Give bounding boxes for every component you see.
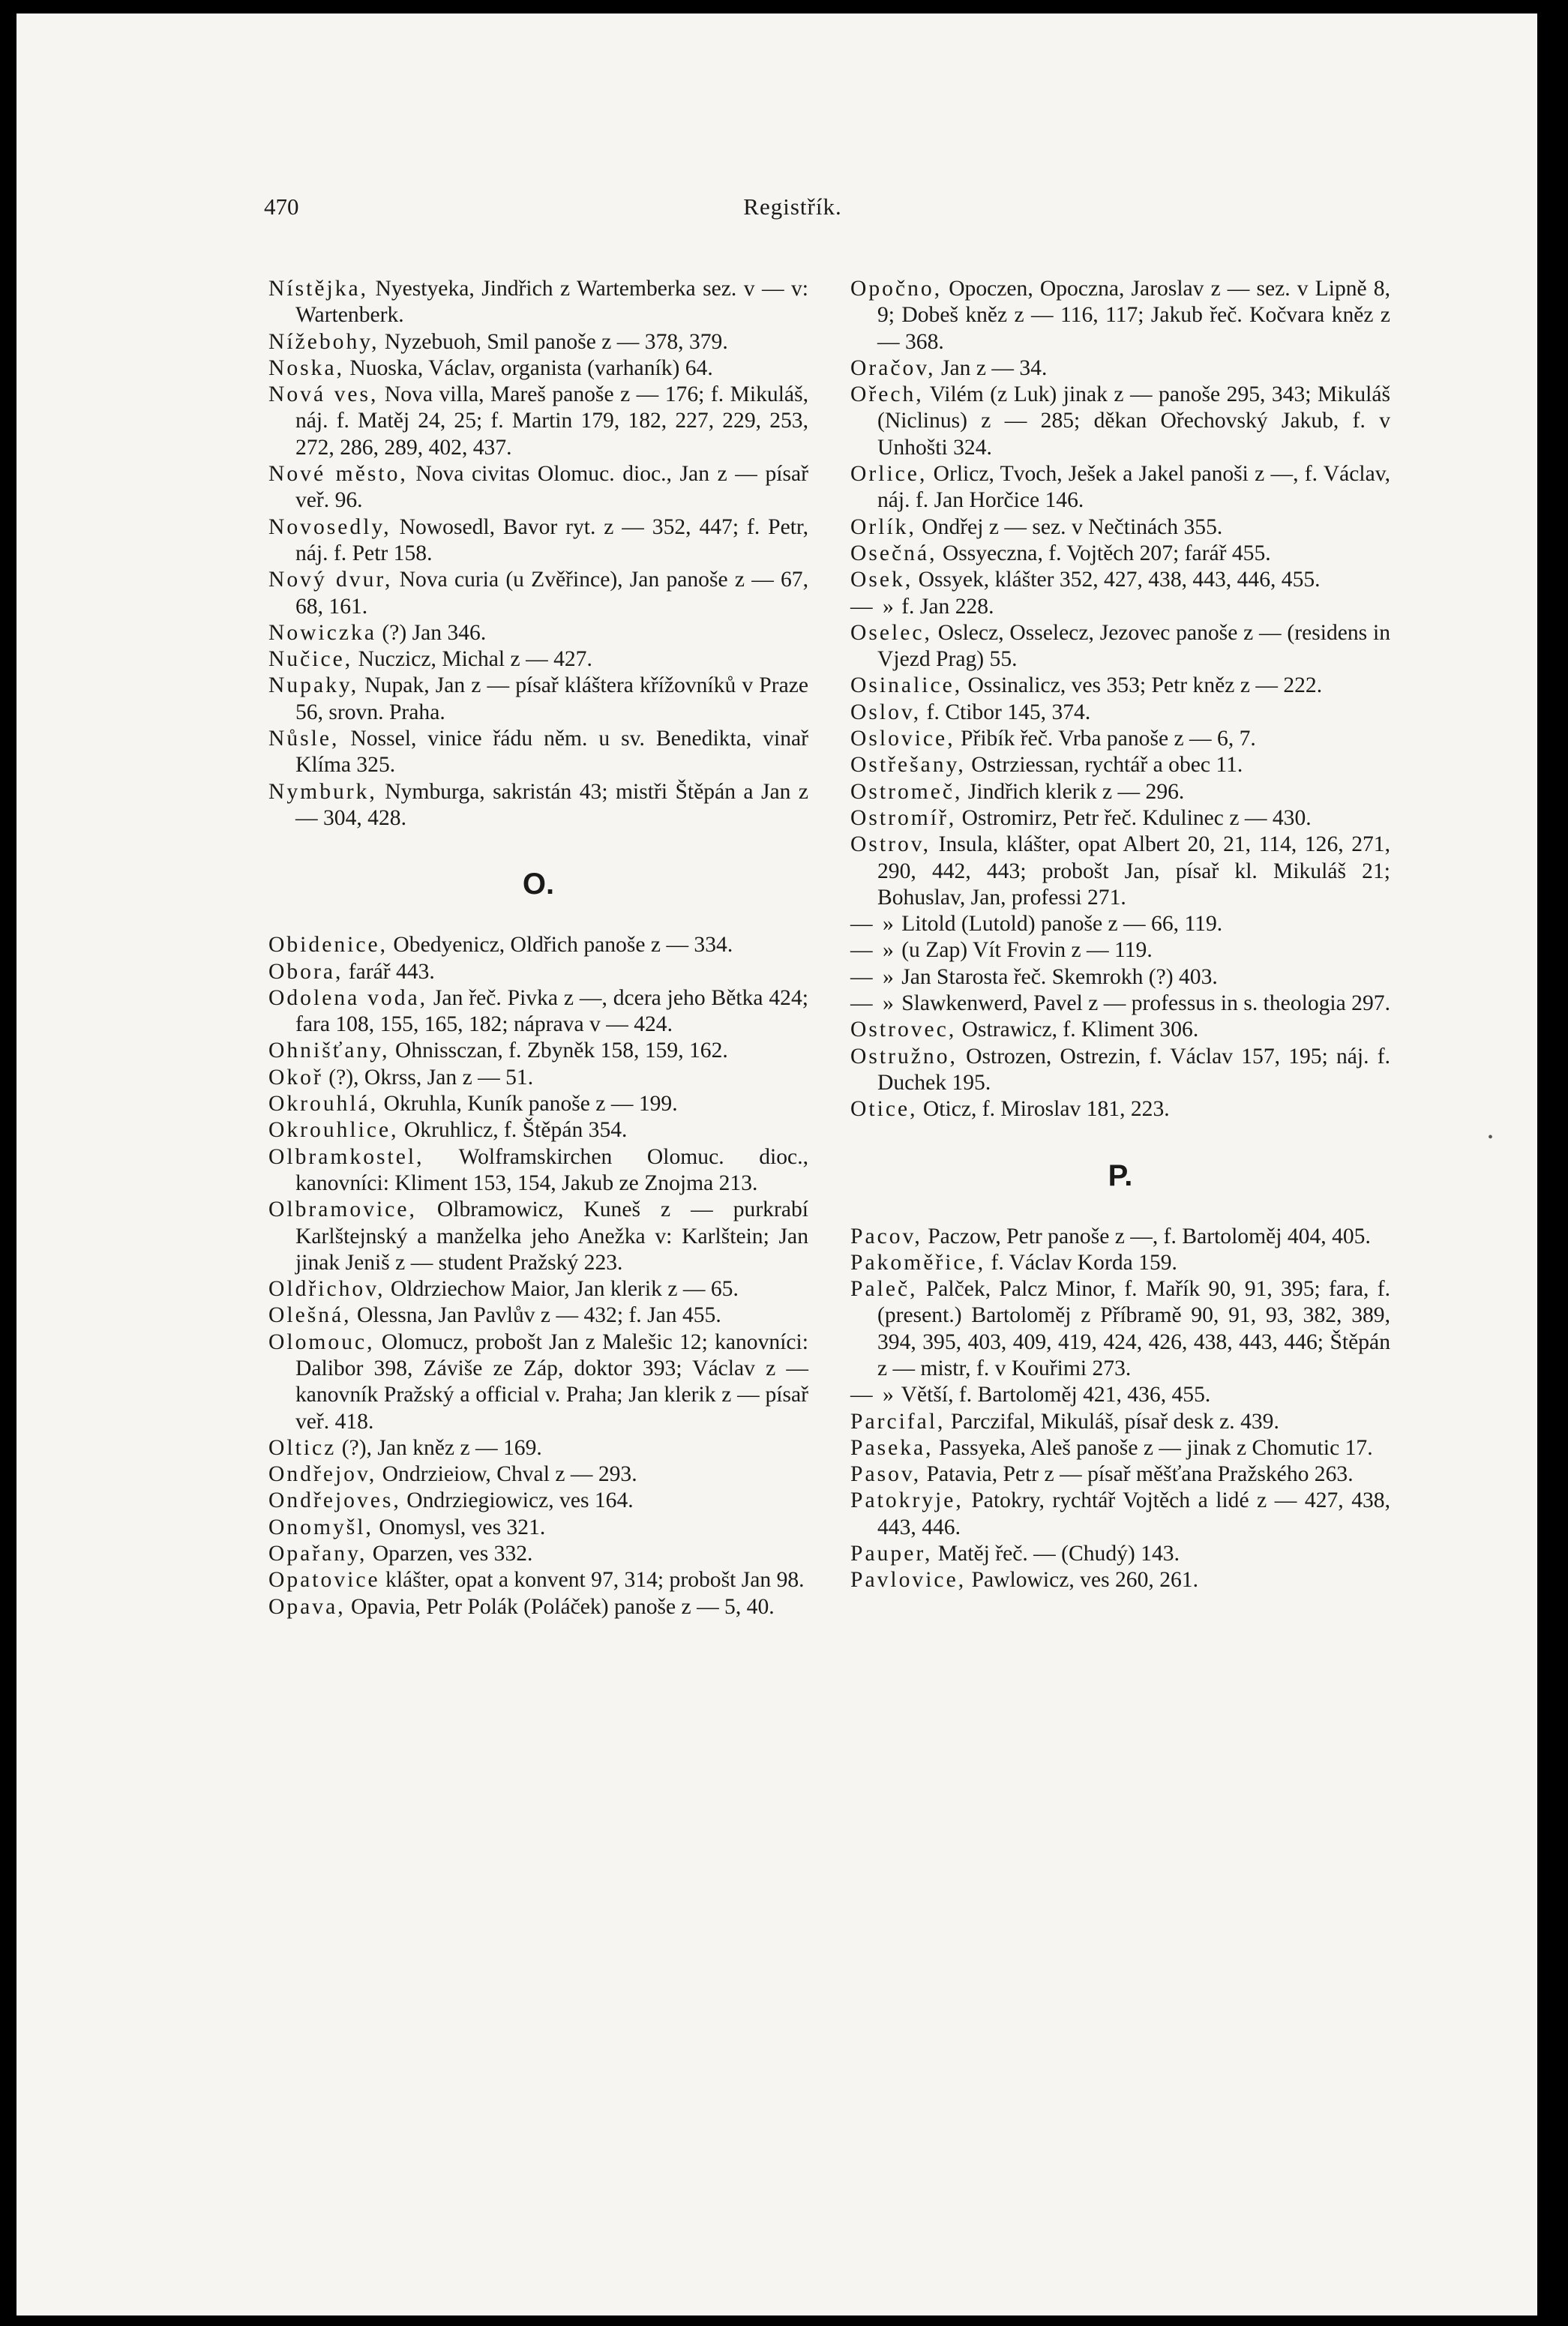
- entry-headword: Opařany,: [268, 1542, 367, 1566]
- margin-mark: •: [1488, 1129, 1494, 1146]
- entry-headword: Opatovice: [268, 1568, 380, 1593]
- entry-text: Ondrziegiowicz, ves 164.: [400, 1488, 634, 1513]
- entry-headword: Ostružno,: [850, 1044, 958, 1069]
- left-entries-o: [268, 932, 808, 1620]
- entry-headword: Paleč,: [850, 1277, 918, 1302]
- index-entry: [268, 1276, 808, 1302]
- left-column: [268, 276, 808, 1620]
- entry-headword: Nůsle,: [268, 727, 340, 751]
- entry-text: Okruhla, Kuník panoše z — 199.: [378, 1092, 678, 1117]
- entry-text: (u Zap) Vít Frovin z — 119.: [895, 938, 1153, 963]
- entry-text: f. Václav Korda 159.: [985, 1250, 1177, 1275]
- index-entry: [850, 567, 1390, 593]
- entry-headword: Odolena voda,: [268, 985, 428, 1010]
- index-entry: [850, 1096, 1390, 1123]
- entry-text: Nova curia (u Zvěřince), Jan panoše z — 67, 68, 161.: [295, 568, 808, 619]
- entry-headword: Pakoměřice,: [850, 1250, 986, 1275]
- entry-text: Jan z — 34.: [935, 355, 1048, 380]
- document-page: [16, 13, 1537, 2316]
- entry-text: Patavia, Petr z — písař měšťana Pražského 263.: [921, 1462, 1354, 1487]
- index-entry: [268, 726, 808, 779]
- entry-headword: Otice,: [850, 1097, 918, 1122]
- entry-headword: Obora,: [268, 959, 343, 984]
- entry-text: Oticz, f. Miroslav 181, 223.: [917, 1097, 1170, 1122]
- entry-text: Okruhlicz, f. Štěpán 354.: [398, 1118, 628, 1143]
- entry-headword: Obidenice,: [268, 933, 388, 958]
- entry-headword: Nové město,: [268, 462, 408, 487]
- index-entry: [268, 461, 808, 514]
- index-entry: [268, 1488, 808, 1514]
- entry-text: Ossinalicz, ves 353; Petr kněz z — 222.: [962, 673, 1323, 698]
- entry-text: Oldrziechow Maior, Jan klerik z — 65.: [385, 1277, 739, 1302]
- page-number: 470: [264, 193, 299, 220]
- entry-headword: Oldřichov,: [268, 1277, 385, 1302]
- entry-text: Olbramowicz, Kuneš z — purkrabí Karlštejnský a manželka jeho Anežka v: Karlštein; Jan jinak Jeniš z — student Pražský 223.: [295, 1197, 808, 1275]
- entry-headword: Ondřejoves,: [268, 1488, 401, 1513]
- index-entry: [850, 805, 1390, 832]
- entry-headword: Okrouhlá,: [268, 1092, 379, 1117]
- index-entry: [850, 1044, 1390, 1097]
- entry-text: Nuczicz, Michal z — 427.: [352, 647, 592, 672]
- entry-headword: — »: [850, 912, 896, 937]
- index-entry: [850, 911, 1390, 937]
- index-entry: [850, 1567, 1390, 1593]
- entry-text: Oslecz, Osselecz, Jezovec panoše z — (residens in Vjezd Prag) 55.: [877, 620, 1390, 672]
- entry-text: Jindřich klerik z — 296.: [962, 779, 1185, 804]
- entry-headword: — »: [850, 1383, 896, 1407]
- entry-text: Paczow, Petr panoše z —, f. Bartoloměj 404, 405.: [922, 1224, 1371, 1248]
- index-entry: [268, 1144, 808, 1197]
- entry-headword: Pauper,: [850, 1542, 933, 1566]
- entry-text: Ostromirz, Petr řeč. Kdulinec z — 430.: [956, 805, 1312, 830]
- entry-headword: Parcifal,: [850, 1409, 946, 1434]
- entry-headword: Okrouhlice,: [268, 1118, 399, 1143]
- entry-text: Jan řeč. Pivka z —, dcera jeho Bětka 424; fara 108, 155, 165, 182; náprava v — 424.: [295, 985, 808, 1037]
- index-entry: [268, 779, 808, 832]
- entry-text: Onomysl, ves 321.: [373, 1515, 546, 1539]
- entry-text: Nossel, vinice řádu něm. u sv. Benedikta, vinař Klíma 325.: [295, 727, 808, 778]
- index-entry: [850, 937, 1390, 964]
- right-entries-o: [850, 276, 1390, 1123]
- entry-text: f. Ctibor 145, 374.: [921, 700, 1091, 724]
- entry-text: Ossyeczna, f. Vojtěch 207; farář 455.: [937, 541, 1271, 565]
- index-entry: [268, 985, 808, 1039]
- entry-text: Nyestyeka, Jindřich z Wartemberka sez. v — v: Wartenberk.: [295, 277, 808, 328]
- entry-text: Nova villa, Mareš panoše z — 176; f. Mikuláš, náj. f. Matěj 24, 25; f. Martin 179, 182, 227, 229, 253, 272, 286, 289, 402, 437.: [295, 382, 808, 460]
- entry-text: Nupak, Jan z — písař kláštera křížovníků v Praze 56, srovn. Praha.: [295, 673, 808, 724]
- entry-headword: Oslovice,: [850, 727, 955, 751]
- index-entry: [268, 1038, 808, 1064]
- index-entry: [850, 1488, 1390, 1541]
- index-entry: [268, 1091, 808, 1117]
- entry-headword: Opava,: [268, 1594, 346, 1619]
- entry-headword: Onomyšl,: [268, 1515, 373, 1539]
- entry-text: Litold (Lutold) panoše z — 66, 119.: [895, 912, 1223, 937]
- index-entry: [268, 1065, 808, 1091]
- entry-text: Wolframskirchen Olomuc. dioc., kanovníci: Kliment 153, 154, Jakub ze Znojma 213.: [295, 1144, 808, 1195]
- entry-headword: Ostromíř,: [850, 805, 957, 830]
- entry-headword: Nístějka,: [268, 277, 369, 301]
- index-entry: [850, 673, 1390, 699]
- entry-text: (?) Jan 346.: [376, 620, 487, 645]
- index-entry: [268, 646, 808, 673]
- index-entry: [850, 1224, 1390, 1250]
- index-entry: [850, 1382, 1390, 1408]
- entry-headword: Pavlovice,: [850, 1568, 967, 1593]
- index-entry: [268, 329, 808, 355]
- entry-headword: Ořech,: [850, 382, 924, 407]
- entry-headword: Pacov,: [850, 1224, 922, 1248]
- entry-headword: Paseka,: [850, 1435, 934, 1460]
- entry-text: Ostrawicz, f. Kliment 306.: [956, 1018, 1199, 1042]
- index-entry: [268, 1117, 808, 1144]
- index-entry: [268, 673, 808, 726]
- entry-headword: Olešná,: [268, 1303, 352, 1328]
- entry-text: (?), Jan kněz z — 169.: [336, 1435, 542, 1460]
- entry-text: Přibík řeč. Vrba panoše z — 6, 7.: [955, 727, 1256, 751]
- index-entry: [268, 1594, 808, 1620]
- entry-text: Ohnissczan, f. Zbyněk 158, 159, 162.: [389, 1039, 728, 1063]
- index-entry: [268, 1567, 808, 1593]
- index-entry: [850, 726, 1390, 752]
- index-entry: [850, 991, 1390, 1017]
- entry-text: Matěj řeč. — (Chudý) 143.: [932, 1542, 1180, 1566]
- index-entry: [850, 752, 1390, 778]
- entry-text: Větší, f. Bartoloměj 421, 436, 455.: [895, 1383, 1211, 1407]
- entry-text: (?), Okrss, Jan z — 51.: [322, 1065, 534, 1090]
- entry-headword: — »: [850, 594, 896, 619]
- entry-headword: Osinalice,: [850, 673, 963, 698]
- index-entry: [268, 1541, 808, 1567]
- entry-text: Nova civitas Olomuc. dioc., Jan z — písař veř. 96.: [295, 462, 808, 513]
- page-title: Registřík.: [743, 193, 842, 220]
- index-entry: [850, 832, 1390, 911]
- index-entry: [850, 1435, 1390, 1461]
- entry-headword: Nupaky,: [268, 673, 359, 698]
- entry-headword: Nová ves,: [268, 382, 379, 407]
- index-entry: [850, 541, 1390, 567]
- index-entry: [850, 700, 1390, 726]
- entry-headword: Opočno,: [850, 277, 943, 301]
- index-entry: [850, 779, 1390, 805]
- entry-headword: Ostřešany,: [850, 753, 966, 778]
- entry-text: Insula, klášter, opat Albert 20, 21, 114, 126, 271, 290, 442, 443; probošt Jan, písař kl. Mikuláš 21; Bohuslav, Jan, professi 271.: [877, 832, 1390, 910]
- entry-headword: — »: [850, 938, 896, 963]
- index-entry: [268, 1461, 808, 1488]
- index-entry: [850, 355, 1390, 382]
- entry-headword: Nowiczka: [268, 620, 376, 645]
- entry-text: Nymburga, sakristán 43; mistři Štěpán a Jan z — 304, 428.: [295, 779, 808, 830]
- entry-text: Ostrozen, Ostrezin, f. Václav 157, 195; náj. f. Duchek 195.: [877, 1044, 1390, 1095]
- entry-headword: Olomouc,: [268, 1329, 375, 1354]
- index-entry: [850, 964, 1390, 991]
- right-column: [850, 276, 1390, 1594]
- entry-text: Oparzen, ves 332.: [367, 1542, 533, 1566]
- entry-headword: Olticz: [268, 1435, 337, 1460]
- entry-text: Nyzebuoh, Smil panoše z — 378, 379.: [379, 329, 728, 354]
- entry-text: Palček, Palcz Minor, f. Mařík 90, 91, 395; fara, f. (present.) Bartoloměj z Příbramě 90, 91, 93, 382, 389, 394, 395, 403, 409, 419, 424, 426, 438, 443, 446; Štěpán z — mistr, f. v Kouřimi 273.: [877, 1277, 1390, 1380]
- index-entry: [268, 382, 808, 461]
- entry-text: Orlicz, Tvoch, Ješek a Jakel panoši z —, f. Václav, náj. f. Jan Horčice 146.: [877, 462, 1390, 513]
- index-entry: [850, 1461, 1390, 1488]
- entry-text: f. Jan 228.: [895, 594, 994, 619]
- index-entry: [268, 959, 808, 985]
- entry-headword: Oslov,: [850, 700, 922, 724]
- entry-headword: Okoř: [268, 1065, 323, 1090]
- index-entry: [268, 1329, 808, 1435]
- index-entry: [268, 620, 808, 646]
- entry-headword: Nučice,: [268, 647, 353, 672]
- index-entry: [268, 355, 808, 382]
- index-entry: [268, 1197, 808, 1276]
- index-entry: [850, 461, 1390, 514]
- entry-text: Slawkenwerd, Pavel z — professus in s. theologia 297.: [895, 991, 1390, 1016]
- entry-text: Olessna, Jan Pavlův z — 432; f. Jan 455.: [351, 1303, 721, 1328]
- entry-text: Olomucz, probošt Jan z Malešic 12; kanovníci: Dalibor 398, Záviše ze Záp, doktor 393; Václav z — kanovník Pražský a official v. Praha; Jan klerik z — písař veř. 418.: [295, 1329, 808, 1434]
- entry-headword: Olbramovice,: [268, 1197, 417, 1222]
- entry-headword: Oselec,: [850, 620, 932, 645]
- entry-headword: — »: [850, 991, 896, 1016]
- index-entry: [850, 1276, 1390, 1382]
- index-entry: [850, 1250, 1390, 1276]
- index-entry: [268, 276, 808, 329]
- entry-headword: Nový dvur,: [268, 568, 393, 592]
- entry-headword: Ondřejov,: [268, 1462, 377, 1487]
- right-entries-p: [850, 1224, 1390, 1594]
- entry-text: farář 443.: [343, 959, 435, 984]
- entry-text: Parczifal, Mikuláš, písař desk z. 439.: [945, 1409, 1279, 1434]
- section-letter-o: O.: [522, 868, 555, 901]
- index-entry: [850, 1541, 1390, 1567]
- entry-headword: Nymburk,: [268, 779, 377, 804]
- entry-headword: Osečná,: [850, 541, 937, 565]
- entry-headword: Patokryje,: [850, 1488, 964, 1513]
- entry-text: Jan Starosta řeč. Skemrokh (?) 403.: [895, 964, 1218, 989]
- index-entry: [850, 1409, 1390, 1435]
- index-entry: [850, 594, 1390, 620]
- index-entry: [850, 620, 1390, 673]
- index-entry: [268, 1302, 808, 1329]
- entry-headword: Orlík,: [850, 514, 916, 539]
- entry-text: Ondrzieiow, Chval z — 293.: [376, 1462, 637, 1487]
- entry-text: Obedyenicz, Oldřich panoše z — 334.: [388, 933, 733, 958]
- entry-headword: Oračov,: [850, 355, 936, 380]
- entry-headword: Ostrov,: [850, 832, 931, 857]
- entry-text: Nowosedl, Bavor ryt. z — 352, 447; f. Petr, náj. f. Petr 158.: [295, 514, 808, 565]
- entry-text: Pawlowicz, ves 260, 261.: [966, 1568, 1198, 1593]
- entry-headword: Ohnišťany,: [268, 1039, 390, 1063]
- entry-headword: Orlice,: [850, 462, 928, 487]
- entry-text: klášter, opat a konvent 97, 314; probošt Jan 98.: [379, 1568, 805, 1593]
- index-entry: [850, 1017, 1390, 1043]
- index-entry: [850, 382, 1390, 461]
- index-entry: [268, 567, 808, 620]
- index-entry: [268, 1435, 808, 1461]
- entry-text: Vilém (z Luk) jinak z — panoše 295, 343; Mikuláš (Niclinus) z — 285; děkan Ořechovský Jakub, f. v Unhošti 324.: [877, 382, 1390, 460]
- index-entry: [850, 514, 1390, 541]
- entry-text: Patokry, rychtář Vojtěch a lidé z — 427, 438, 443, 446.: [877, 1488, 1390, 1539]
- entry-headword: Ostromeč,: [850, 779, 963, 804]
- entry-text: Ondřej z — sez. v Nečtinách 355.: [916, 514, 1223, 539]
- left-entries-n: [268, 276, 808, 832]
- entry-headword: Ostrovec,: [850, 1018, 957, 1042]
- index-entry: [268, 514, 808, 568]
- index-entry: [268, 932, 808, 958]
- entry-headword: Olbramkostel,: [268, 1144, 424, 1169]
- entry-headword: Novosedly,: [268, 514, 391, 539]
- entry-text: Ostrziessan, rychtář a obec 11.: [965, 753, 1243, 778]
- entry-text: Ossyek, klášter 352, 427, 438, 443, 446, 455.: [913, 568, 1321, 592]
- entry-text: Nuoska, Václav, organista (varhaník) 64.: [344, 355, 713, 380]
- entry-text: Opavia, Petr Polák (Poláček) panoše z — 5, 40.: [345, 1594, 775, 1619]
- page-header: [264, 193, 1321, 223]
- entry-headword: Osek,: [850, 568, 913, 592]
- entry-headword: — »: [850, 964, 896, 989]
- section-letter-p: P.: [1108, 1159, 1133, 1192]
- entry-headword: Noska,: [268, 355, 345, 380]
- entry-headword: Nížebohy,: [268, 329, 379, 354]
- entry-text: Passyeka, Aleš panoše z — jinak z Chomutic 17.: [933, 1435, 1373, 1460]
- index-entry: [850, 276, 1390, 355]
- entry-text: Opoczen, Opoczna, Jaroslav z — sez. v Lipně 8, 9; Dobeš kněz z — 116, 117; Jakub řeč. Kočvara kněz z — 368.: [877, 277, 1390, 354]
- index-entry: [268, 1515, 808, 1541]
- entry-headword: Pasov,: [850, 1462, 922, 1487]
